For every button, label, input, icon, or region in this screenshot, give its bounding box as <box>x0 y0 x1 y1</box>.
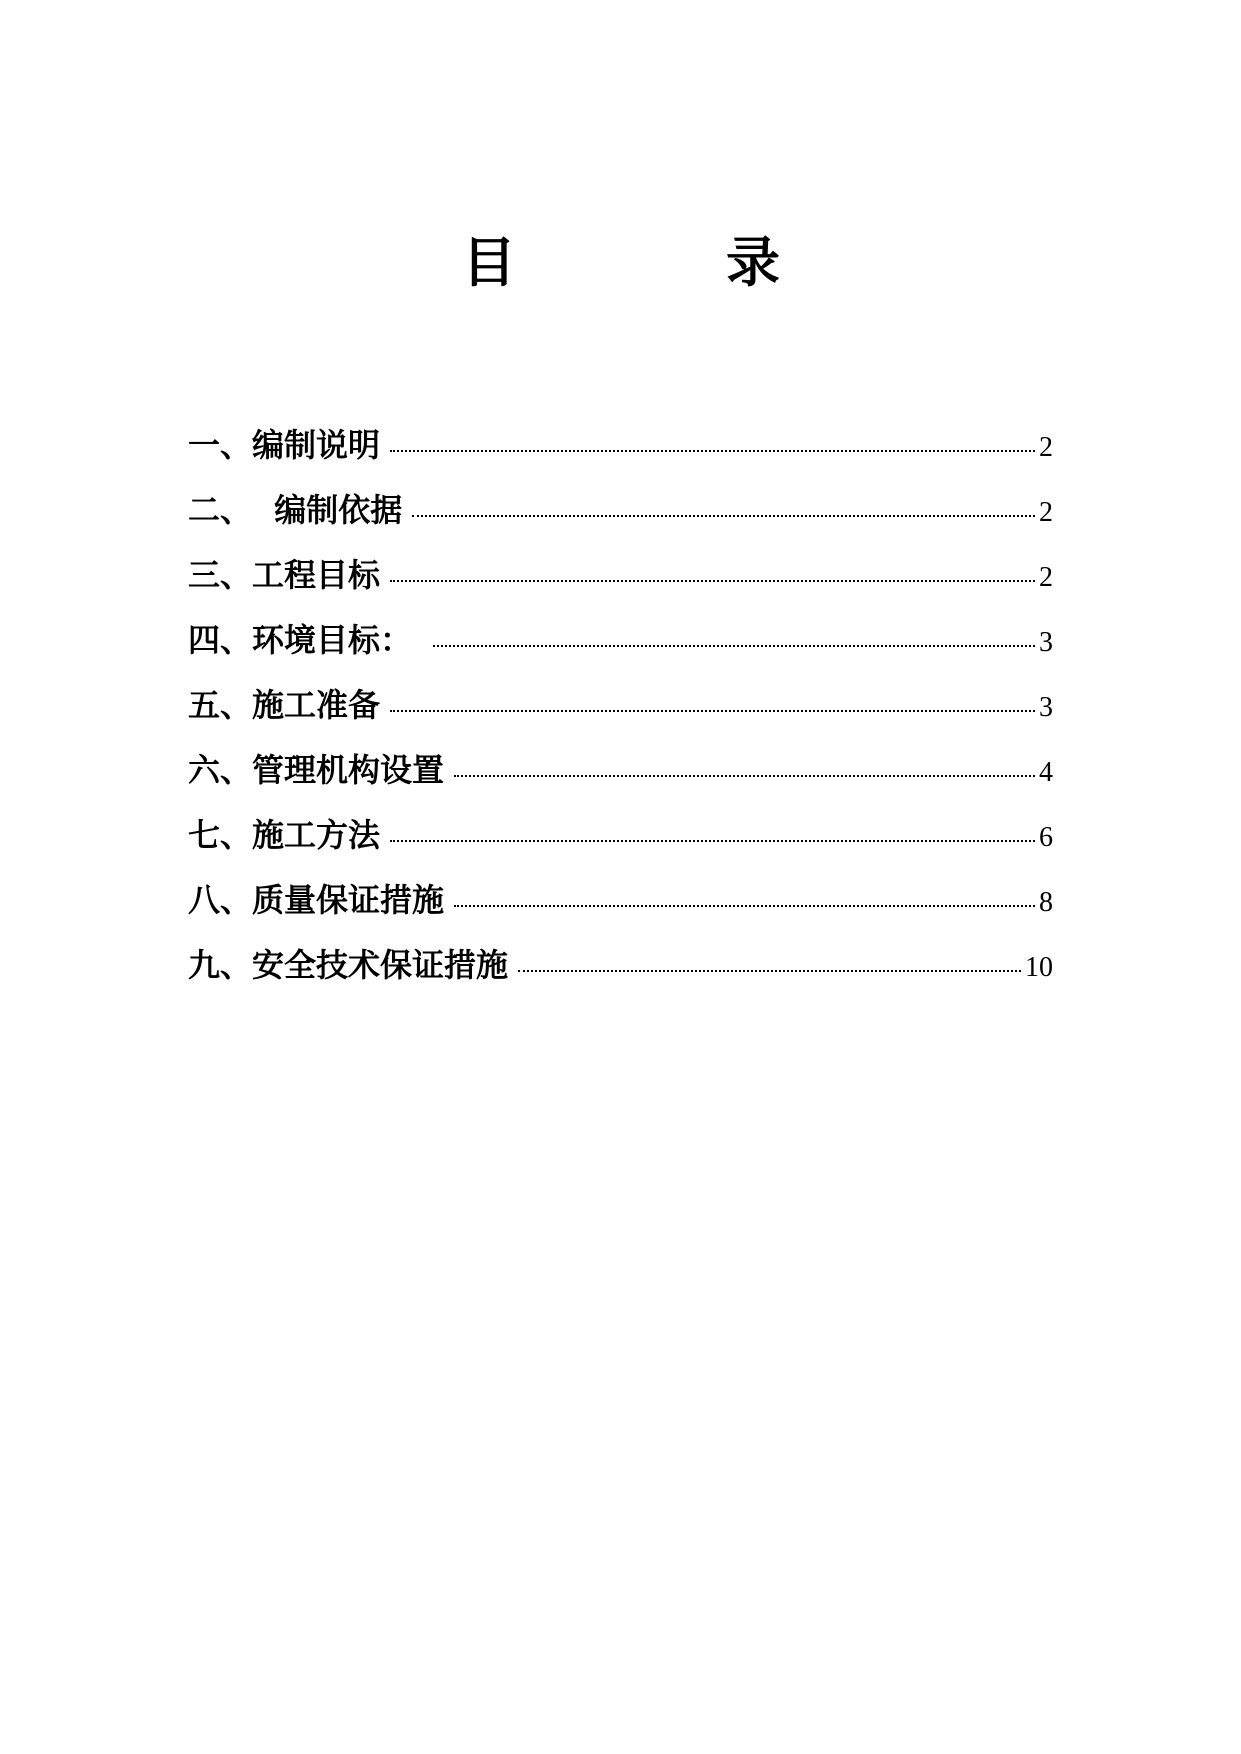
toc-dot-leader <box>454 905 1035 907</box>
toc-entry-label: 一、编制说明 <box>188 426 381 464</box>
toc-entry-label: 五、施工准备 <box>188 686 381 724</box>
toc-entry-page: 3 <box>1039 627 1053 658</box>
toc-entry-page: 4 <box>1039 757 1053 788</box>
toc-entry-4[interactable] <box>188 615 1053 680</box>
toc-title <box>0 228 1241 298</box>
toc-entry-9[interactable] <box>188 940 1053 1005</box>
toc-entry-label: 二、 编制依据 <box>188 491 403 529</box>
toc-entry-page: 2 <box>1039 432 1053 463</box>
toc-dot-leader <box>454 775 1035 777</box>
toc-entry-2[interactable] <box>188 485 1053 550</box>
toc-entry-8[interactable] <box>188 875 1053 940</box>
toc-entry-page: 10 <box>1025 952 1053 983</box>
toc-dot-leader <box>390 580 1035 582</box>
toc-entry-page: 8 <box>1039 887 1053 918</box>
toc-entry-page: 6 <box>1039 822 1053 853</box>
toc-dot-leader <box>390 450 1035 452</box>
toc-list <box>188 420 1053 1005</box>
toc-dot-leader <box>433 645 1035 647</box>
toc-entry-label: 四、环境目标： <box>188 621 424 659</box>
toc-title-char-2: 录 <box>726 231 780 294</box>
toc-entry-label: 八、质量保证措施 <box>188 881 445 919</box>
toc-title-char-1: 目 <box>462 231 516 294</box>
toc-entry-1[interactable] <box>188 420 1053 485</box>
toc-dot-leader <box>390 840 1035 842</box>
toc-entry-6[interactable] <box>188 745 1053 810</box>
toc-entry-5[interactable] <box>188 680 1053 745</box>
toc-entry-page: 3 <box>1039 692 1053 723</box>
toc-entry-label: 七、施工方法 <box>188 816 381 854</box>
toc-dot-leader <box>412 515 1035 517</box>
toc-entry-3[interactable] <box>188 550 1053 615</box>
toc-dot-leader <box>518 970 1021 972</box>
toc-entry-page: 2 <box>1039 562 1053 593</box>
toc-entry-page: 2 <box>1039 497 1053 528</box>
toc-entry-label: 九、安全技术保证措施 <box>188 946 509 984</box>
toc-entry-7[interactable] <box>188 810 1053 875</box>
toc-dot-leader <box>390 710 1035 712</box>
toc-entry-label: 三、工程目标 <box>188 556 381 594</box>
toc-entry-label: 六、管理机构设置 <box>188 751 445 789</box>
